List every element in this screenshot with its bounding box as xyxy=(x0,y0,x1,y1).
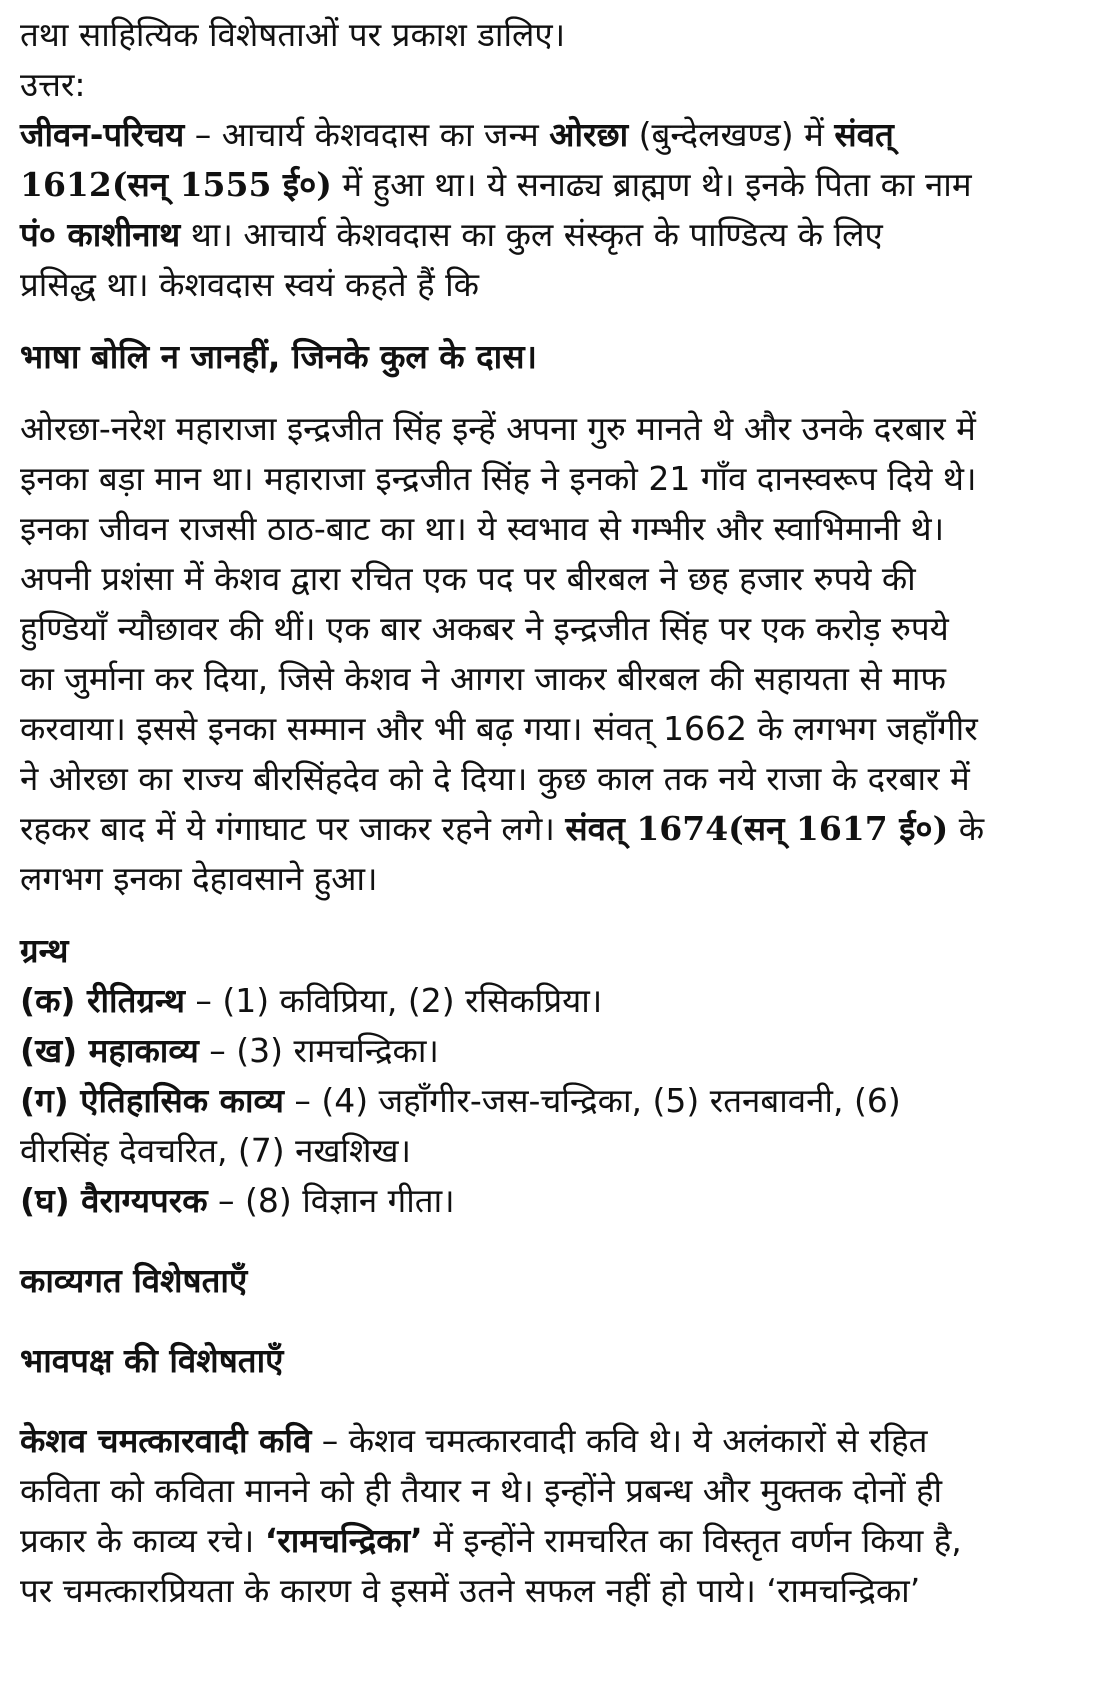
intro-line: तथा साहित्यिक विशेषताओं पर प्रकाश डालिए। xyxy=(20,15,566,54)
para2-line-5: हुण्डियाँ न्यौछावर की थीं। एक बार अकबर ने इन्द्रजीत सिंह पर एक करोड़ रुपये xyxy=(20,609,949,648)
granth-item-ga-cont: वीरसिंह देवचरित, (7) नखशिख। xyxy=(20,1131,411,1170)
granth-item-ga: (ग) ऐतिहासिक काव्य – (4) जहाँगीर-जस-चन्द्रिका, (5) रतनबावनी, (6) xyxy=(20,1081,901,1120)
jeevan-label: जीवन-परिचय xyxy=(20,115,185,154)
para2-line-4: अपनी प्रशंसा में केशव द्वारा रचित एक पद पर बीरबल ने छह हजार रुपये की xyxy=(20,559,916,598)
jeevan-line-1: जीवन-परिचय – आचार्य केशवदास का जन्म ओरछा (बुन्देलखण्ड) में संवत् xyxy=(20,115,894,154)
jeevan-line-2: 1612(सन् 1555 ई०) में हुआ था। ये सनाढ्य ब्राह्मण थे। इनके पिता का नाम xyxy=(20,165,972,204)
para2-line-9: रहकर बाद में ये गंगाघाट पर जाकर रहने लगे। संवत् 1674(सन् 1617 ई०) के xyxy=(20,809,985,848)
jeevan-line-4: प्रसिद्ध था। केशवदास स्वयं कहते हैं कि xyxy=(20,265,480,304)
para2-line-6: का जुर्माना कर दिया, जिसे केशव ने आगरा जाकर बीरबल की सहायता से माफ xyxy=(20,659,946,698)
granth-item-gha: (घ) वैराग्यपरक – (8) विज्ञान गीता। xyxy=(20,1181,455,1220)
answer-label: उत्तर: xyxy=(20,65,86,104)
keshav-line-2: कविता को कविता मानने को ही तैयार न थे। इन्होंने प्रबन्ध और मुक्तक दोनों ही xyxy=(20,1471,943,1510)
para2-line-2: इनका बड़ा मान था। महाराजा इन्द्रजीत सिंह ने इनको 21 गाँव दानस्वरूप दिये थे। xyxy=(20,459,977,498)
jeevan-line-3: पं० काशीनाथ था। आचार्य केशवदास का कुल संस्कृत के पाण्डित्य के लिए xyxy=(20,215,883,254)
para2-line-3: इनका जीवन राजसी ठाठ-बाट का था। ये स्वभाव से गम्भीर और स्वाभिमानी थे। xyxy=(20,509,945,548)
keshav-line-3: प्रकार के काव्य रचे। ‘रामचन्द्रिका’ में इन्होंने रामचरित का विस्तृत वर्णन किया है, xyxy=(20,1521,962,1560)
granth-heading: ग्रन्थ xyxy=(20,931,69,970)
granth-item-ka: (क) रीतिग्रन्थ – (1) कविप्रिया, (2) रसिकप्रिया। xyxy=(20,981,603,1020)
bhavpaksh-heading: भावपक्ष की विशेषताएँ xyxy=(20,1341,284,1380)
keshav-line-4: पर चमत्कारप्रियता के कारण वे इसमें उतने सफल नहीं हो पाये। ‘रामचन्द्रिका’ xyxy=(20,1571,921,1610)
para2-line-8: ने ओरछा का राज्य बीरसिंहदेव को दे दिया। कुछ काल तक नये राजा के दरबार में xyxy=(20,759,970,798)
quote-line: भाषा बोलि न जानहीं, जिनके कुल के दास। xyxy=(20,337,538,376)
para2-line-1: ओरछा-नरेश महाराजा इन्द्रजीत सिंह इन्हें अपना गुरु मानते थे और उनके दरबार में xyxy=(20,409,976,448)
kavyagat-heading: काव्यगत विशेषताएँ xyxy=(20,1261,248,1300)
granth-item-kha: (ख) महाकाव्य – (3) रामचन्द्रिका। xyxy=(20,1031,439,1070)
para2-line-10: लगभग इनका देहावसाने हुआ। xyxy=(20,859,378,898)
keshav-line-1: केशव चमत्कारवादी कवि – केशव चमत्कारवादी कवि थे। ये अलंकारों से रहित xyxy=(20,1421,928,1460)
para2-line-7: करवाया। इससे इनका सम्मान और भी बढ़ गया। संवत् 1662 के लगभग जहाँगीर xyxy=(20,709,978,748)
